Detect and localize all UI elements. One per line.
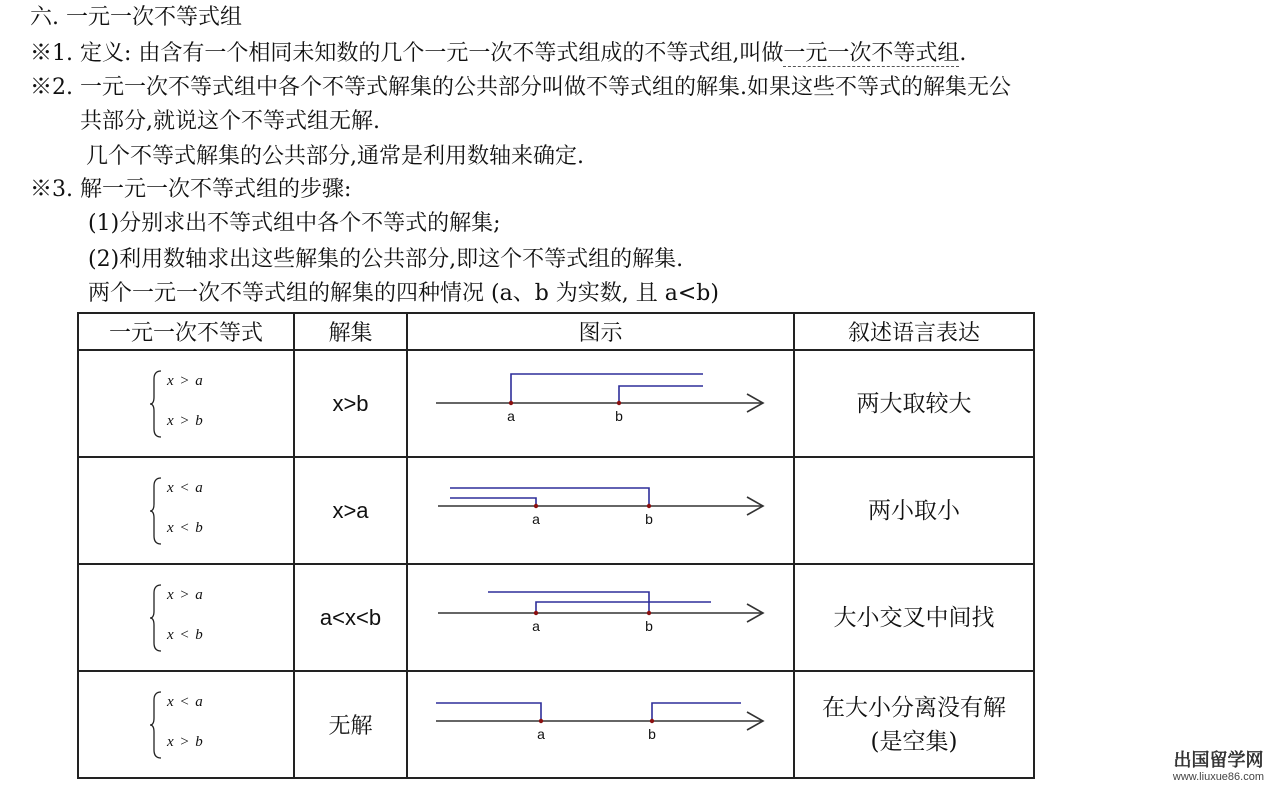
point-a-label: a: [532, 618, 540, 634]
point-b-label: b: [648, 726, 656, 742]
solution-bracket: [450, 488, 649, 506]
section-heading: 六. 一元一次不等式组: [30, 5, 242, 30]
solution-def-line2: 共部分,就说这个不等式组无解.: [80, 109, 380, 134]
solution-def-line3: 几个不等式解集的公共部分,通常是利用数轴来确定.: [86, 144, 584, 169]
number-line-cell: [407, 564, 794, 671]
point-a: [539, 719, 543, 723]
solution-cell: a<x<b: [294, 564, 407, 671]
definition-suffix: .: [959, 41, 967, 66]
point-b-label: b: [615, 408, 623, 424]
number-line-diagram: [408, 458, 793, 559]
description-subtext: (是空集): [870, 728, 958, 755]
solution-bracket: [511, 374, 703, 403]
table-header-row: [78, 313, 1034, 350]
number-line-cell: [407, 350, 794, 457]
solution-bracket: [536, 602, 711, 613]
brace-icon: [149, 476, 163, 546]
inequality-cases-table: [77, 312, 1035, 779]
brace-icon: [149, 369, 163, 439]
point-a: [509, 401, 513, 405]
point-b: [647, 504, 651, 508]
steps-title: ※3. 解一元一次不等式组的步骤:: [30, 177, 352, 202]
solution-bracket: [619, 386, 703, 403]
inequality-system-cell: [78, 564, 294, 671]
definition-line: [30, 40, 966, 68]
number-line-diagram: [408, 672, 793, 773]
inequality-system-cell: [78, 350, 294, 457]
step-1: (1)分别求出不等式组中各个不等式的解集;: [88, 211, 501, 236]
number-line-diagram: [408, 565, 793, 666]
inequality-top: x < a: [167, 694, 204, 710]
watermark: [1173, 752, 1264, 786]
solution-cell: 无解: [294, 671, 407, 778]
definition-prefix: ※1. 定义: 由含有一个相同未知数的几个一元一次不等式组成的不等式组,叫做: [30, 41, 784, 66]
point-a: [534, 611, 538, 615]
point-b: [617, 401, 621, 405]
point-b: [650, 719, 654, 723]
header-description: 叙述语言表达: [794, 313, 1034, 350]
description-cell: [794, 350, 1034, 457]
point-b: [647, 611, 651, 615]
inequality-top: x < a: [167, 480, 204, 496]
inequality-system-cell: [78, 671, 294, 778]
header-inequality: 一元一次不等式: [78, 313, 294, 350]
description-cell: [794, 671, 1034, 778]
description-text: 两小取小: [868, 497, 960, 524]
number-line-cell: [407, 671, 794, 778]
description-text: 两大取较大: [856, 390, 972, 417]
solution-bracket: [450, 498, 536, 506]
table-row: [78, 564, 1034, 671]
brace-icon: [149, 690, 163, 760]
solution-cell: x>b: [294, 350, 407, 457]
brace-icon: [149, 583, 163, 653]
table-row: [78, 457, 1034, 564]
solution-cell: x>a: [294, 457, 407, 564]
watermark-url: www.liuxue86.com: [1172, 771, 1264, 783]
solution-def-line1: ※2. 一元一次不等式组中各个不等式解集的公共部分叫做不等式组的解集.如果这些不等式的解集无公: [30, 75, 1011, 100]
inequality-top: x > a: [167, 587, 204, 603]
inequality-bottom: x < b: [167, 627, 204, 643]
step-2: (2)利用数轴求出这些解集的公共部分,即这个不等式组的解集.: [88, 247, 684, 272]
definition-term: 一元一次不等式组: [783, 41, 960, 66]
point-a: [534, 504, 538, 508]
header-solution: 解集: [294, 313, 407, 350]
description-cell: [794, 457, 1034, 564]
number-line-cell: [407, 457, 794, 564]
watermark-text: 出国留学网: [1173, 750, 1264, 771]
inequality-bottom: x > b: [167, 734, 204, 750]
description-cell: [794, 564, 1034, 671]
cases-note: 两个一元一次不等式组的解集的四种情况 (a、b 为实数, 且 a<b): [88, 281, 719, 306]
point-a-label: a: [537, 726, 545, 742]
point-a-label: a: [532, 511, 540, 527]
solution-bracket: [436, 703, 541, 721]
number-line-diagram: [408, 351, 793, 452]
description-text: 大小交叉中间找: [833, 604, 995, 631]
table-row: [78, 671, 1034, 778]
point-b-label: b: [645, 618, 653, 634]
table-row: [78, 350, 1034, 457]
inequality-top: x > a: [167, 373, 204, 389]
inequality-bottom: x > b: [167, 413, 204, 429]
inequality-bottom: x < b: [167, 520, 204, 536]
description-text: 在大小分离没有解: [822, 694, 1006, 721]
inequality-system-cell: [78, 457, 294, 564]
point-b-label: b: [645, 511, 653, 527]
point-a-label: a: [507, 408, 515, 424]
solution-bracket: [652, 703, 741, 721]
header-diagram: 图示: [407, 313, 794, 350]
